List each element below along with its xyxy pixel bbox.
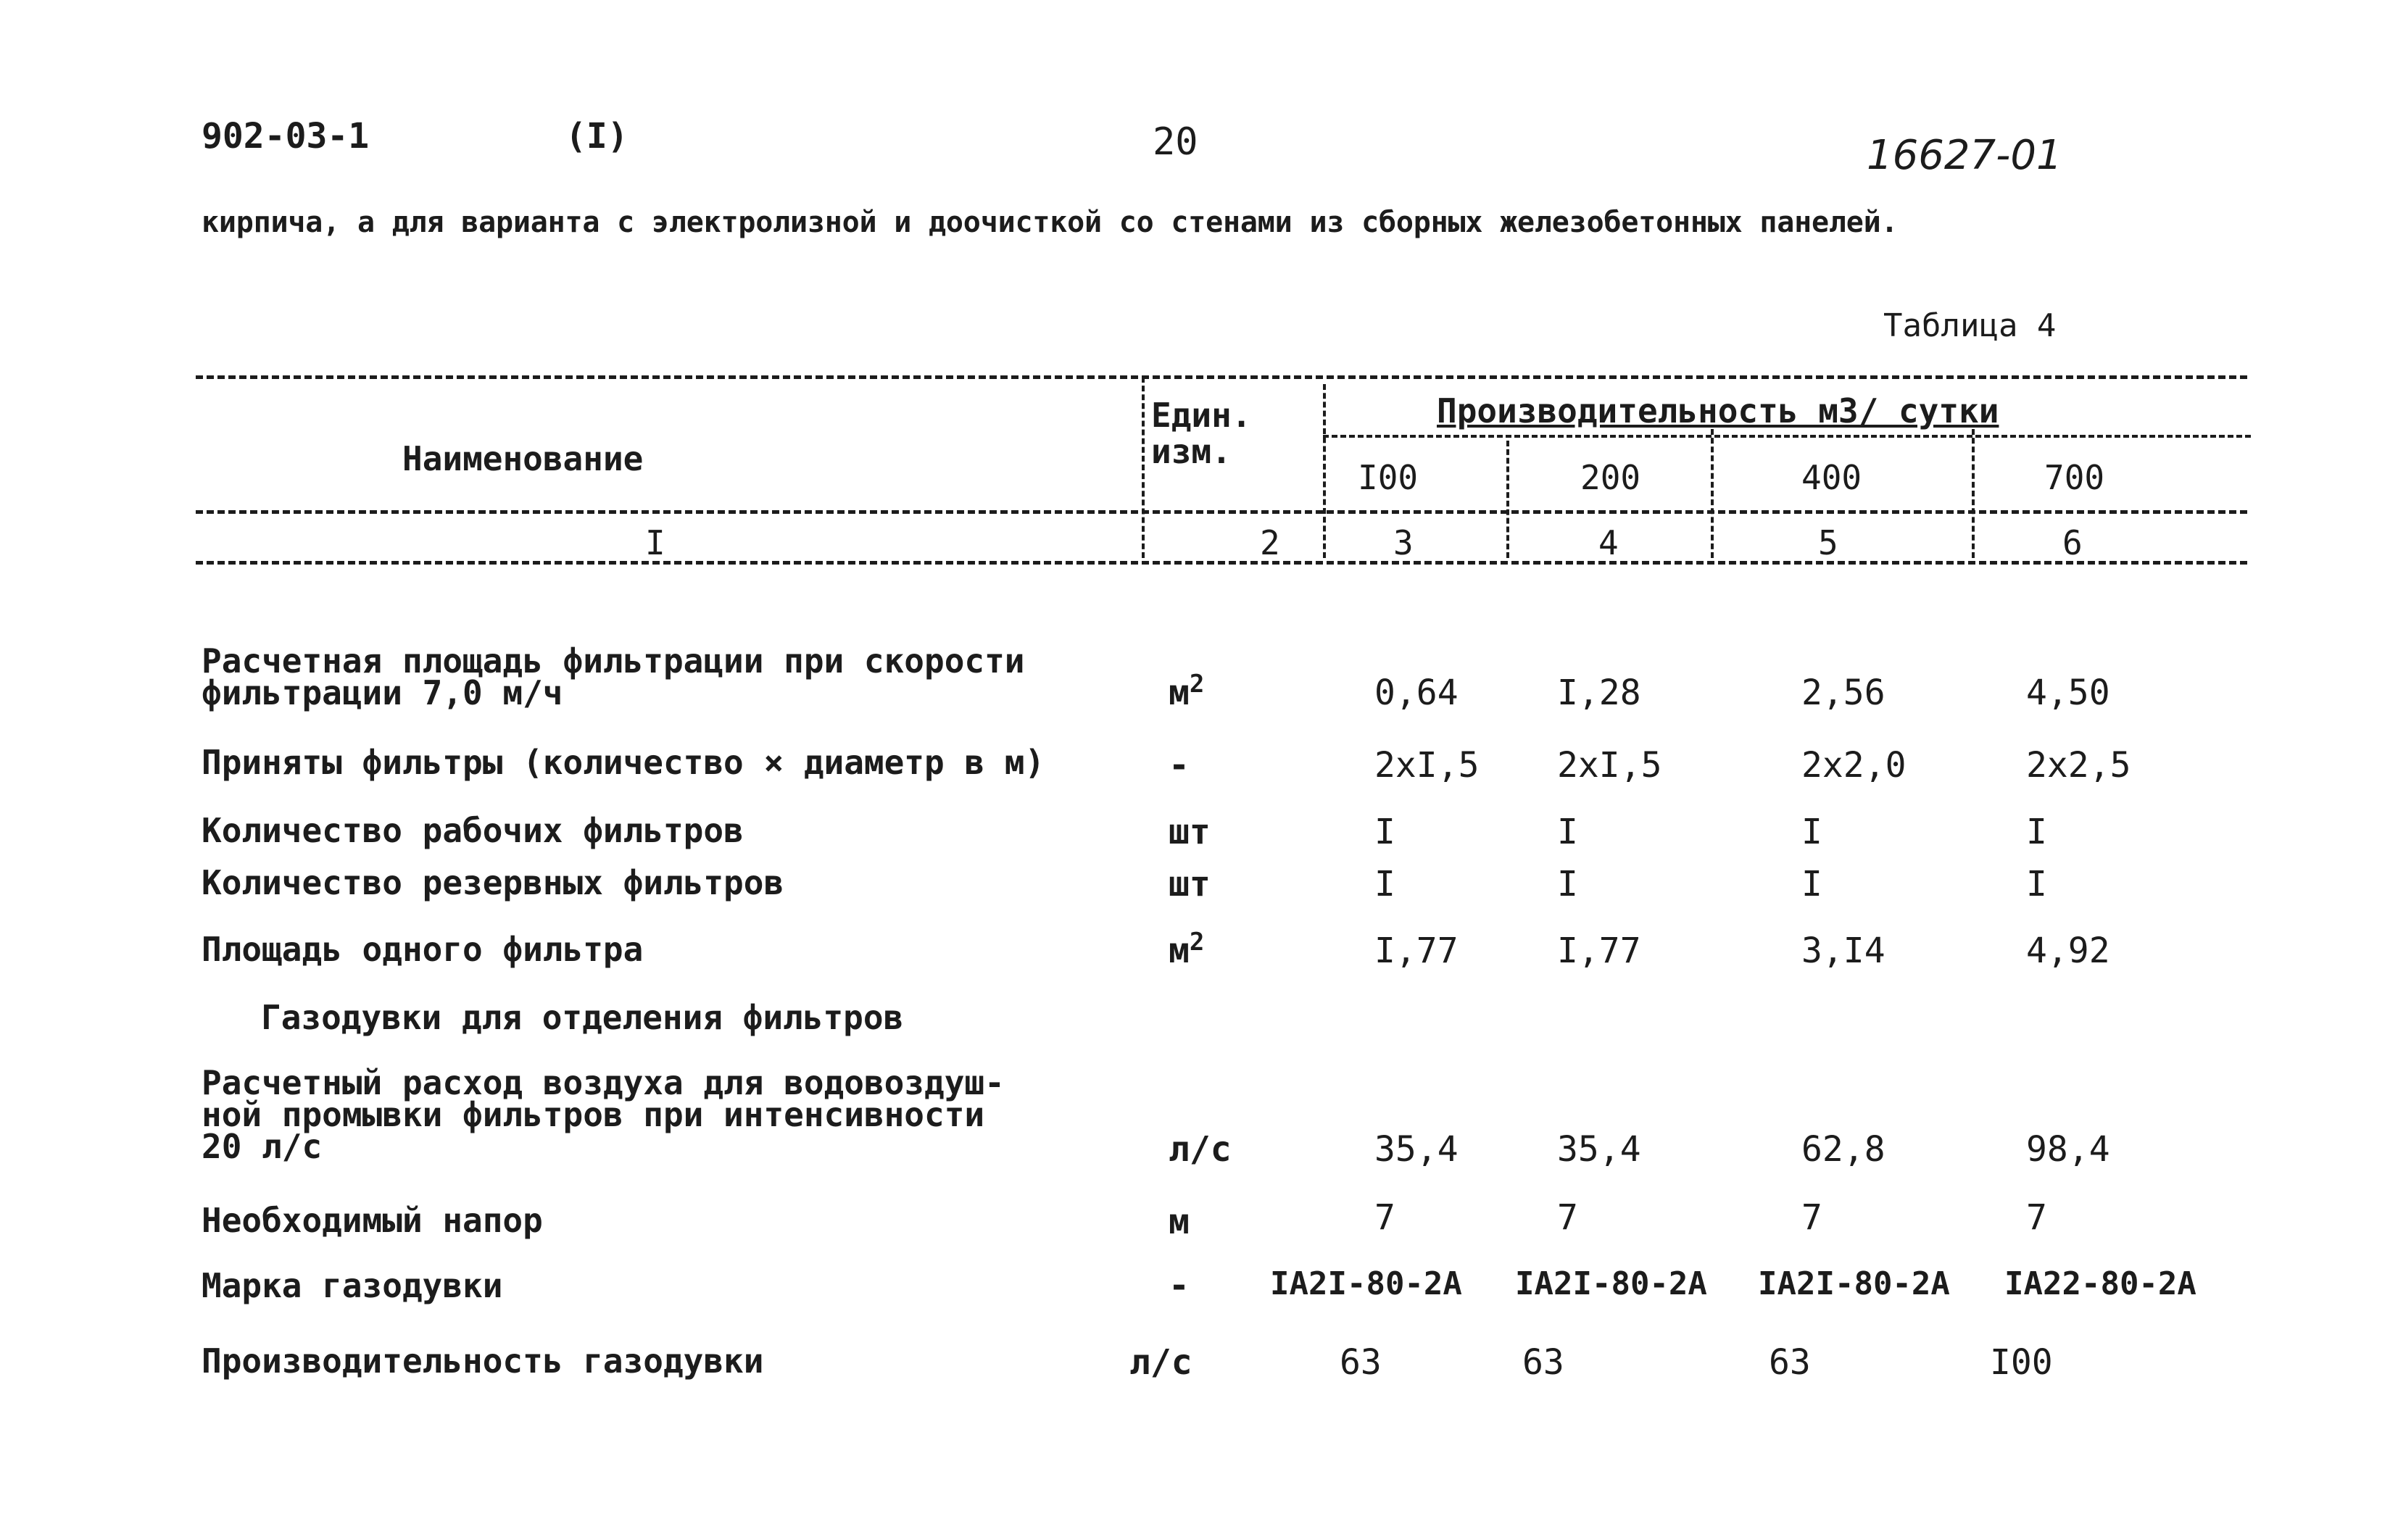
row-value: I <box>1557 864 1578 904</box>
row-label-line: Расчетный расход воздуха для водовоздуш- <box>202 1063 1005 1102</box>
capacity-header-rule <box>1323 435 2251 438</box>
row-value: 4,50 <box>2026 673 2110 713</box>
row-unit: л/с <box>1129 1342 1192 1383</box>
row-value: 35,4 <box>1557 1129 1641 1170</box>
row-value: I,77 <box>1557 931 1641 971</box>
row-value: 2x2,5 <box>2026 745 2131 786</box>
row-value: 35,4 <box>1374 1129 1459 1170</box>
col-number-5: 5 <box>1818 523 1838 562</box>
row-value: 2xI,5 <box>1557 745 1662 786</box>
row-value: 7 <box>1557 1197 1578 1238</box>
doc-part: (I) <box>565 116 628 157</box>
row-unit-sup: 2 <box>1189 670 1205 699</box>
row-value: IA2I-80-2A <box>1515 1265 1707 1302</box>
row-unit <box>1169 670 1205 713</box>
row-value: IA22-80-2A <box>2004 1265 2196 1302</box>
row-value: IA2I-80-2A <box>1270 1265 1462 1302</box>
row-label-blower-model: Марка газодувки <box>202 1266 503 1305</box>
row-value: I <box>1374 864 1395 904</box>
capacity-col-400: 400 <box>1801 458 1862 497</box>
row-label-single-filter-area: Площадь одного фильтра <box>202 930 644 969</box>
row-value: 7 <box>1801 1197 1822 1238</box>
row-value: 4,92 <box>2026 931 2110 971</box>
row-value: I <box>1801 812 1822 852</box>
col-sep-200 <box>1506 441 1509 558</box>
col-unit-header-line2: изм. <box>1151 432 1232 471</box>
header-mid-rule <box>196 510 2247 514</box>
row-value: 63 <box>1769 1342 1811 1383</box>
row-value: 2xI,5 <box>1374 745 1480 786</box>
row-value: 63 <box>1522 1342 1564 1383</box>
row-unit: м <box>1169 1202 1190 1242</box>
row-label-line: фильтрации 7,0 м/ч <box>202 673 563 712</box>
col-number-1: I <box>645 523 665 562</box>
page-number: 20 <box>1153 120 1198 164</box>
row-value: 62,8 <box>1801 1129 1885 1170</box>
row-unit: - <box>1169 745 1190 786</box>
row-label-line: 20 л/с <box>202 1127 323 1166</box>
doc-code: 902-03-1 <box>202 116 370 157</box>
row-label-line: Расчетная площадь фильтрации при скорости <box>202 641 1025 680</box>
row-value: I <box>2026 864 2047 904</box>
row-unit-text: м <box>1169 931 1190 971</box>
row-value: 0,64 <box>1374 673 1459 713</box>
row-value: IA2I-80-2A <box>1758 1265 1950 1302</box>
row-unit: л/с <box>1169 1129 1232 1170</box>
capacity-col-700: 700 <box>2044 458 2105 497</box>
col-number-2: 2 <box>1260 523 1280 562</box>
row-value: I,77 <box>1374 931 1459 971</box>
row-value: I00 <box>1990 1342 2053 1383</box>
col-sep-700 <box>1972 429 1975 558</box>
table-caption: Таблица 4 <box>1883 307 2057 344</box>
row-value: 3,I4 <box>1801 931 1885 971</box>
header-bottom-rule <box>196 561 2247 565</box>
row-value: 98,4 <box>2026 1129 2110 1170</box>
row-label-line: ной промывки фильтров при интенсивности <box>202 1095 985 1134</box>
col-unit-header-line1: Един. <box>1151 396 1252 435</box>
col-number-6: 6 <box>2062 523 2083 562</box>
row-value: 7 <box>2026 1197 2047 1238</box>
row-label-reserve-filters: Количество резервных фильтров <box>202 863 784 902</box>
row-unit: шт <box>1169 812 1211 852</box>
col-unit-header <box>1151 397 1251 470</box>
col-sep-unit <box>1142 377 1145 558</box>
row-label-filters-accepted: Приняты фильтры (количество × диаметр в м) <box>202 743 1045 782</box>
capacity-col-100: I00 <box>1358 458 1419 497</box>
row-value: 7 <box>1374 1197 1395 1238</box>
row-unit: - <box>1169 1265 1190 1306</box>
row-unit <box>1169 928 1205 971</box>
capacity-header: Производительность м3/ сутки <box>1437 391 1999 430</box>
row-unit: шт <box>1169 864 1211 904</box>
row-value: 63 <box>1340 1342 1382 1383</box>
table-top-rule <box>196 375 2247 379</box>
row-value: 2,56 <box>1801 673 1885 713</box>
section-heading-blowers: Газодувки для отделения фильтров <box>261 998 904 1037</box>
row-value: I <box>1801 864 1822 904</box>
col-name-header: Наименование <box>402 439 644 478</box>
row-label-required-head: Необходимый напор <box>202 1201 543 1240</box>
row-label-blower-capacity: Производительность газодувки <box>202 1341 764 1381</box>
intro-text: кирпича, а для варианта с электролизной и доочисткой со стенами из сборных железобетонных панелей. <box>202 206 1899 239</box>
row-label-air-flow <box>202 1063 1005 1166</box>
archive-stamp: 16627-01 <box>1867 132 2062 179</box>
row-unit-sup: 2 <box>1189 928 1205 957</box>
capacity-col-200: 200 <box>1580 458 1641 497</box>
row-value: I <box>1557 812 1578 852</box>
row-label-filtration-area <box>202 641 1025 712</box>
col-sep-400 <box>1711 429 1714 558</box>
row-value: 2x2,0 <box>1801 745 1907 786</box>
row-value: I,28 <box>1557 673 1641 713</box>
row-value: I <box>1374 812 1395 852</box>
col-sep-capacity <box>1323 384 1326 558</box>
row-value: I <box>2026 812 2047 852</box>
col-number-4: 4 <box>1598 523 1619 562</box>
row-unit-text: м <box>1169 673 1190 713</box>
row-label-working-filters: Количество рабочих фильтров <box>202 811 744 850</box>
col-number-3: 3 <box>1393 523 1414 562</box>
